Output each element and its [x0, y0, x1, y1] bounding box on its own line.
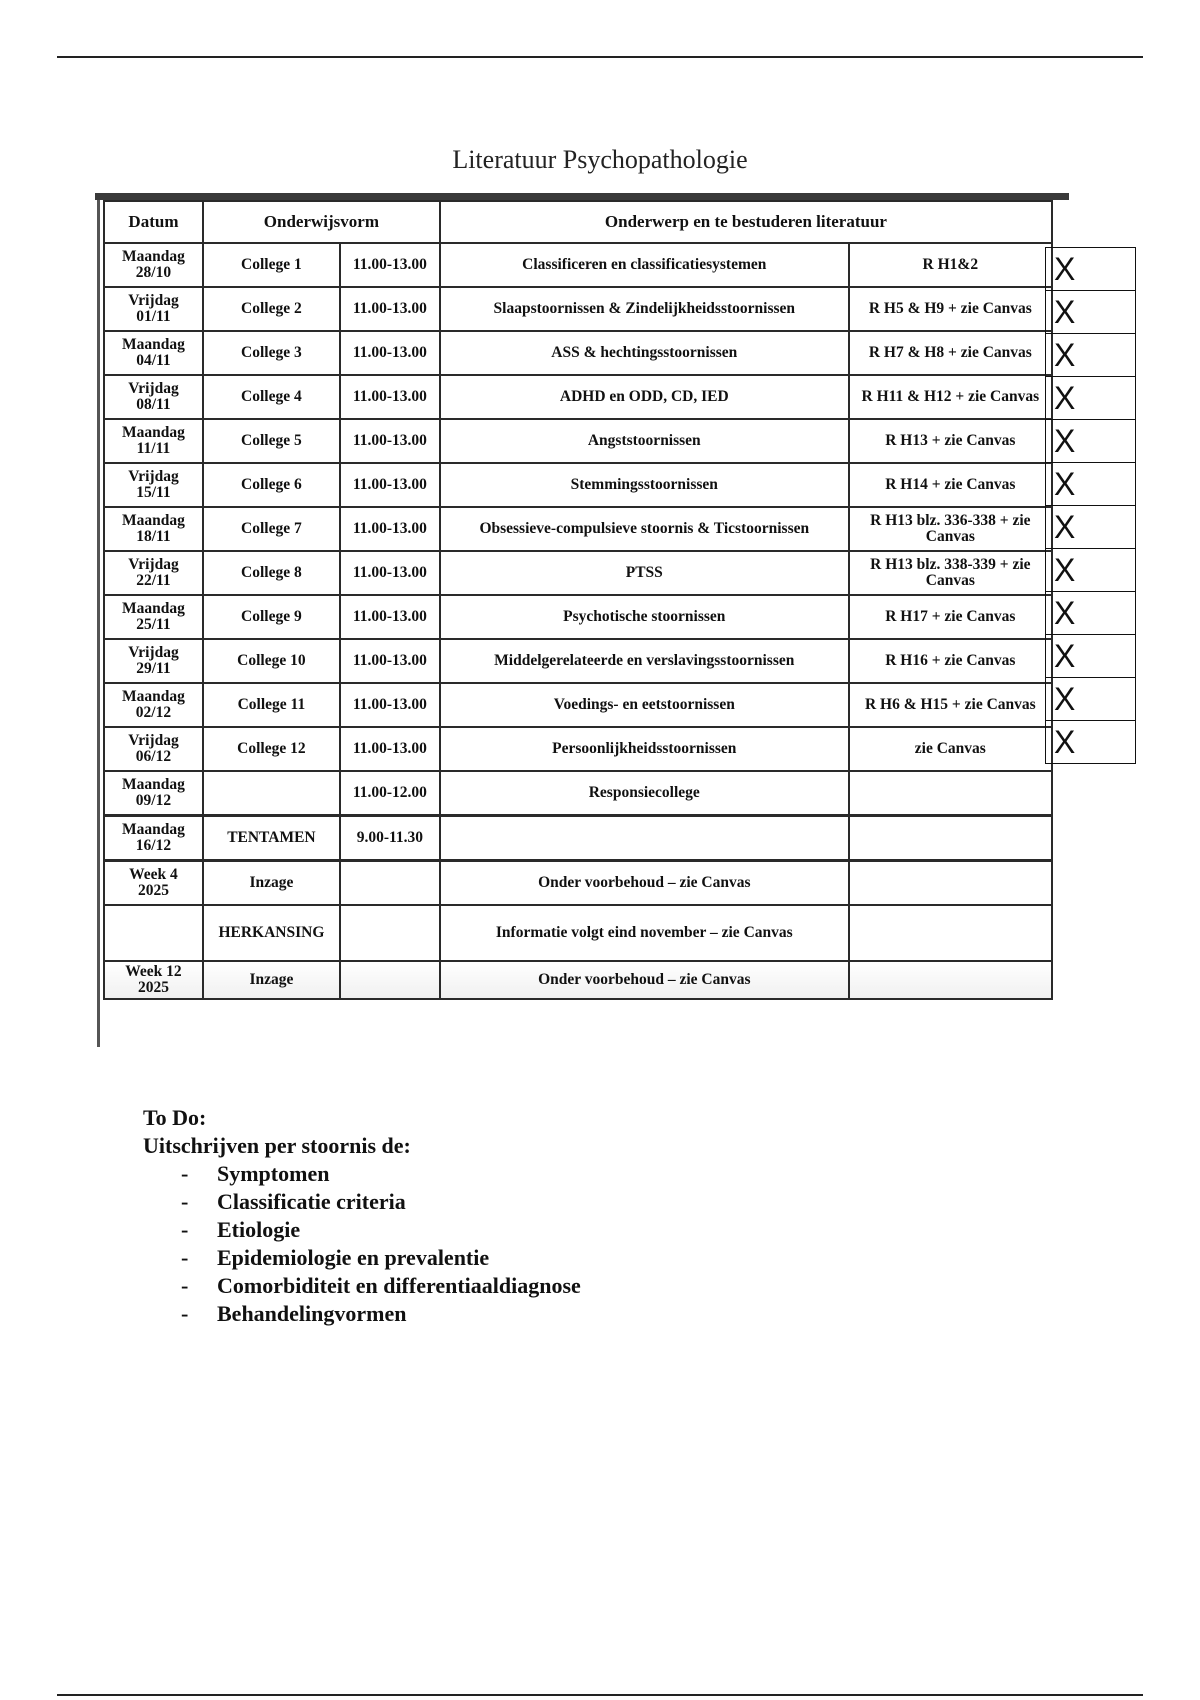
done-mark: X [1046, 592, 1136, 635]
date-day: Maandag [122, 511, 185, 529]
checkmark-column [1045, 247, 1136, 764]
todo-item [181, 1244, 581, 1272]
schedule-row [104, 961, 1052, 999]
cell-date [104, 905, 203, 961]
cell-literature: R H17 + zie Canvas [849, 595, 1052, 639]
date-value: 22/11 [136, 572, 171, 589]
date-day: Maandag [122, 423, 185, 441]
done-mark: X [1046, 635, 1136, 678]
date-value: 2025 [137, 979, 169, 996]
page-title: Literatuur Psychopathologie [452, 145, 748, 174]
cell-literature: zie Canvas [849, 727, 1052, 771]
schedule-row [104, 375, 1052, 419]
date-value: 01/11 [136, 308, 171, 325]
todo-item [181, 1160, 581, 1188]
date-value: 25/11 [136, 616, 171, 633]
cell-time [340, 905, 440, 961]
cell-topic: Psychotische stoornissen [440, 595, 849, 639]
todo-item-text: Epidemiologie en prevalentie [217, 1245, 490, 1270]
cell-time: 11.00-13.00 [340, 639, 440, 683]
cell-date [104, 243, 203, 287]
cell-literature: R H16 + zie Canvas [849, 639, 1052, 683]
todo-item-text: Behandelingvormen [217, 1301, 407, 1326]
done-mark: X [1046, 248, 1136, 291]
cell-literature: R H13 blz. 336-338 + zie Canvas [849, 507, 1052, 551]
cell-onderwijsvorm: College 9 [203, 595, 340, 639]
cell-onderwijsvorm: College 5 [203, 419, 340, 463]
date-day: Vrijdag [128, 291, 179, 309]
schedule-row [104, 595, 1052, 639]
todo-heading: To Do: [143, 1105, 207, 1130]
cell-onderwijsvorm: HERKANSING [203, 905, 340, 961]
schedule-row [104, 771, 1052, 816]
date-day: Vrijdag [128, 379, 179, 397]
schedule-row [104, 243, 1052, 287]
cell-literature [849, 771, 1052, 816]
cell-onderwijsvorm: College 12 [203, 727, 340, 771]
cell-topic: Onder voorbehoud – zie Canvas [440, 861, 849, 906]
schedule-row [104, 861, 1052, 906]
cell-literature: R H7 & H8 + zie Canvas [849, 331, 1052, 375]
cell-literature: R H13 blz. 338-339 + zie Canvas [849, 551, 1052, 595]
done-mark: X [1046, 678, 1136, 721]
cell-date [104, 771, 203, 816]
date-value: 09/12 [135, 792, 172, 809]
cell-onderwijsvorm [203, 771, 340, 816]
schedule-header-row [104, 201, 1052, 243]
date-day: Week 12 [125, 962, 182, 980]
cell-topic: Informatie volgt eind november – zie Canvas [440, 905, 849, 961]
schedule-row [104, 816, 1052, 861]
todo-item [181, 1300, 581, 1328]
cell-onderwijsvorm: College 2 [203, 287, 340, 331]
cell-date [104, 507, 203, 551]
cell-date [104, 595, 203, 639]
schedule-row [104, 463, 1052, 507]
schedule-row [104, 727, 1052, 771]
cell-date [104, 961, 203, 999]
date-day: Vrijdag [128, 731, 179, 749]
todo-item-text: Comorbiditeit en differentiaaldiagnose [217, 1273, 581, 1298]
todo-list [143, 1160, 581, 1328]
cell-onderwijsvorm: TENTAMEN [203, 816, 340, 861]
cell-literature: R H13 + zie Canvas [849, 419, 1052, 463]
todo-item-text: Classificatie criteria [217, 1189, 406, 1214]
cell-date [104, 419, 203, 463]
cell-topic: PTSS [440, 551, 849, 595]
todo-item [181, 1272, 581, 1300]
cell-topic: Obsessieve-compulsieve stoornis & Ticstoornissen [440, 507, 849, 551]
date-value: 29/11 [136, 660, 171, 677]
cell-topic: Onder voorbehoud – zie Canvas [440, 961, 849, 999]
cell-literature [849, 961, 1052, 999]
cell-onderwijsvorm: College 11 [203, 683, 340, 727]
cell-literature [849, 905, 1052, 961]
cell-date [104, 287, 203, 331]
done-mark: X [1046, 420, 1136, 463]
date-day: Maandag [122, 687, 185, 705]
schedule-row [104, 683, 1052, 727]
date-value: 04/11 [136, 352, 171, 369]
bullet-dash: - [181, 1161, 189, 1186]
cell-topic: Stemmingsstoornissen [440, 463, 849, 507]
cell-onderwijsvorm: College 6 [203, 463, 340, 507]
todo-section [143, 1104, 581, 1328]
bullet-dash: - [181, 1301, 189, 1326]
cell-time: 11.00-13.00 [340, 507, 440, 551]
cell-topic: ASS & hechtingsstoornissen [440, 331, 849, 375]
schedule-row [104, 905, 1052, 961]
cell-time: 11.00-13.00 [340, 243, 440, 287]
cell-time [340, 861, 440, 906]
date-day: Vrijdag [128, 643, 179, 661]
cell-date [104, 861, 203, 906]
cell-topic: Middelgerelateerde en verslavingsstoornissen [440, 639, 849, 683]
cell-topic: ADHD en ODD, CD, IED [440, 375, 849, 419]
cell-date [104, 727, 203, 771]
date-value: 02/12 [135, 704, 172, 721]
cell-time: 11.00-13.00 [340, 331, 440, 375]
bullet-dash: - [181, 1273, 189, 1298]
date-day: Week 4 [129, 865, 178, 883]
cell-date [104, 639, 203, 683]
date-value: 28/10 [135, 264, 172, 281]
date-day: Maandag [122, 820, 185, 838]
done-mark: X [1046, 549, 1136, 592]
cell-topic: Responsiecollege [440, 771, 849, 816]
cell-onderwijsvorm: Inzage [203, 861, 340, 906]
date-day: Vrijdag [128, 555, 179, 573]
cell-literature: R H6 & H15 + zie Canvas [849, 683, 1052, 727]
cell-time: 11.00-13.00 [340, 419, 440, 463]
done-mark: X [1046, 506, 1136, 549]
cell-time: 11.00-13.00 [340, 683, 440, 727]
date-day: Vrijdag [128, 467, 179, 485]
schedule-top-bar [95, 193, 1069, 200]
cell-date [104, 683, 203, 727]
done-mark: X [1046, 291, 1136, 334]
cell-time: 11.00-13.00 [340, 595, 440, 639]
header-rule [57, 56, 1143, 58]
cell-date [104, 331, 203, 375]
cell-time: 11.00-13.00 [340, 551, 440, 595]
cell-literature: R H11 & H12 + zie Canvas [849, 375, 1052, 419]
cell-date [104, 463, 203, 507]
cell-topic: Slaapstoornissen & Zindelijkheidsstoornissen [440, 287, 849, 331]
date-day: Maandag [122, 775, 185, 793]
cell-time: 11.00-13.00 [340, 375, 440, 419]
done-mark: X [1046, 463, 1136, 506]
date-value: 18/11 [136, 528, 171, 545]
cell-onderwijsvorm: College 1 [203, 243, 340, 287]
cell-onderwijsvorm: College 3 [203, 331, 340, 375]
bullet-dash: - [181, 1189, 189, 1214]
cell-literature: R H1&2 [849, 243, 1052, 287]
done-mark: X [1046, 721, 1136, 764]
cell-onderwijsvorm: Inzage [203, 961, 340, 999]
header-datum: Datum [104, 201, 203, 243]
schedule-row [104, 507, 1052, 551]
cell-literature [849, 816, 1052, 861]
todo-item [181, 1188, 581, 1216]
cell-time: 11.00-12.00 [340, 771, 440, 816]
cell-onderwijsvorm: College 8 [203, 551, 340, 595]
cell-literature [849, 861, 1052, 906]
date-value: 06/12 [135, 748, 172, 765]
cell-date [104, 375, 203, 419]
bullet-dash: - [181, 1217, 189, 1242]
header-onderwerp: Onderwerp en te bestuderen literatuur [440, 201, 1052, 243]
cell-time: 9.00-11.30 [340, 816, 440, 861]
todo-item [181, 1216, 581, 1244]
todo-item-text: Etiologie [217, 1217, 301, 1242]
date-day: Maandag [122, 599, 185, 617]
cell-onderwijsvorm: College 7 [203, 507, 340, 551]
cell-date [104, 816, 203, 861]
date-value: 11/11 [136, 440, 171, 457]
cell-time: 11.00-13.00 [340, 727, 440, 771]
footer-rule [57, 1694, 1143, 1696]
todo-subheading: Uitschrijven per stoornis de: [143, 1133, 411, 1158]
cell-time [340, 961, 440, 999]
date-day: Maandag [122, 335, 185, 353]
cell-topic: Persoonlijkheidsstoornissen [440, 727, 849, 771]
done-mark: X [1046, 334, 1136, 377]
cell-onderwijsvorm: College 10 [203, 639, 340, 683]
cell-topic: Angststoornissen [440, 419, 849, 463]
cell-onderwijsvorm: College 4 [203, 375, 340, 419]
schedule-row [104, 639, 1052, 683]
date-value: 08/11 [136, 396, 171, 413]
schedule-left-bar [97, 200, 100, 1047]
header-onderwijsvorm: Onderwijsvorm [203, 201, 440, 243]
schedule-row [104, 419, 1052, 463]
date-value: 2025 [137, 882, 169, 899]
todo-item-text: Symptomen [217, 1161, 330, 1186]
cell-topic: Classificeren en classificatiesystemen [440, 243, 849, 287]
date-value: 16/12 [135, 837, 172, 854]
cell-time: 11.00-13.00 [340, 463, 440, 507]
schedule-image [97, 193, 1076, 1047]
date-value: 15/11 [136, 484, 171, 501]
cell-literature: R H5 & H9 + zie Canvas [849, 287, 1052, 331]
date-day: Maandag [122, 247, 185, 265]
schedule-row [104, 331, 1052, 375]
schedule-table [103, 200, 1053, 1000]
cell-date [104, 551, 203, 595]
cell-literature: R H14 + zie Canvas [849, 463, 1052, 507]
done-mark: X [1046, 377, 1136, 420]
cell-topic: Voedings- en eetstoornissen [440, 683, 849, 727]
cell-time: 11.00-13.00 [340, 287, 440, 331]
schedule-row [104, 287, 1052, 331]
schedule-row [104, 551, 1052, 595]
bullet-dash: - [181, 1245, 189, 1270]
cell-topic [440, 816, 849, 861]
